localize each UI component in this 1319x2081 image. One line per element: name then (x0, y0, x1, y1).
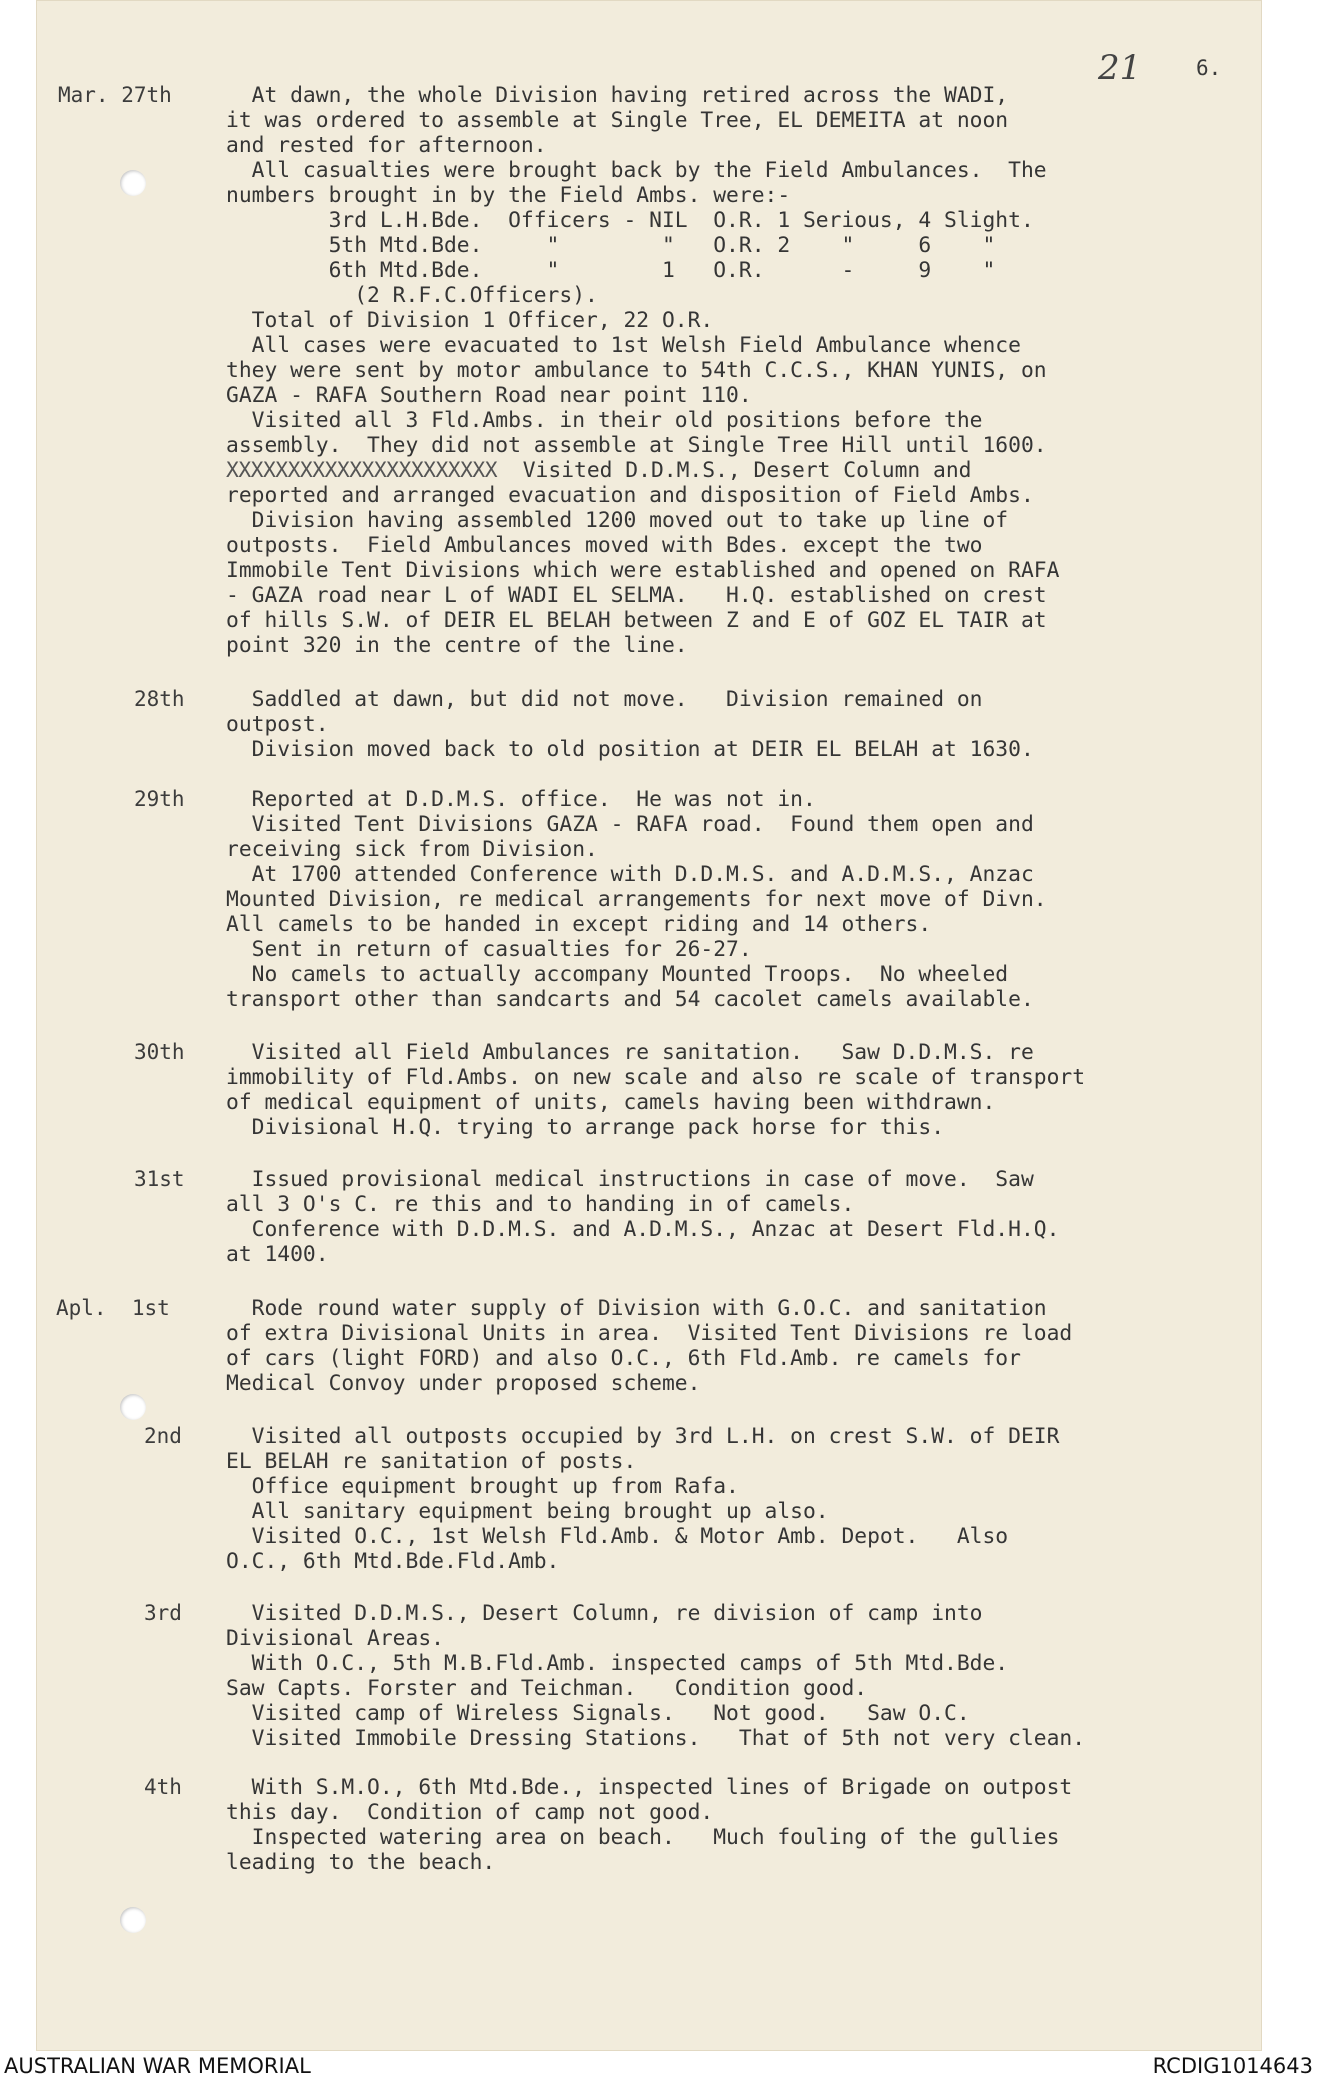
text-line: Inspected watering area on beach. Much fouling of the gullies (226, 1825, 1060, 1850)
archive-name: AUSTRALIAN WAR MEMORIAL (4, 2054, 311, 2078)
text-line: point 320 in the centre of the line. (226, 633, 688, 658)
text-line: assembly. They did not assemble at Single Tree Hill until 1600. (226, 433, 1047, 458)
document-page (36, 0, 1262, 2051)
text-line: All camels to be handed in except riding and 14 others. (226, 912, 932, 937)
text-line: immobility of Fld.Ambs. on new scale and also re scale of transport (226, 1065, 1086, 1090)
text-line: At dawn, the whole Division having retired across the WADI, (226, 83, 1009, 108)
text-line: All casualties were brought back by the Field Ambulances. The (226, 158, 1047, 183)
entry-text (226, 1424, 1286, 1574)
text-line: Visited O.C., 1st Welsh Fld.Amb. & Motor Amb. Depot. Also (226, 1524, 1009, 1549)
text-line: Visited all Field Ambulances re sanitation. Saw D.D.M.S. re (226, 1040, 1034, 1065)
entry-text (226, 687, 1286, 762)
text-line: outpost. (226, 712, 329, 737)
text-line: Reported at D.D.M.S. office. He was not in. (226, 787, 816, 812)
text-line: numbers brought in by the Field Ambs. were:- (226, 183, 791, 208)
text-line: Saddled at dawn, but did not move. Division remained on (226, 687, 983, 712)
text-line: Visited Tent Divisions GAZA - RAFA road. Found them open and (226, 812, 1034, 837)
text-line: at 1400. (226, 1242, 329, 1267)
text-line: Visited all 3 Fld.Ambs. in their old positions before the (226, 408, 983, 433)
text-line: Visited Immobile Dressing Stations. That of 5th not very clean. (226, 1726, 1086, 1751)
text-line: 3rd L.H.Bde. Officers - NIL O.R. 1 Serious, 4 Slight. (226, 208, 1034, 233)
text-line: receiving sick from Division. (226, 837, 598, 862)
text-line: GAZA - RAFA Southern Road near point 110. (226, 383, 752, 408)
text-line: With S.M.O., 6th Mtd.Bde., inspected lines of Brigade on outpost (226, 1775, 1073, 1800)
text-line: O.C., 6th Mtd.Bde.Fld.Amb. (226, 1549, 560, 1574)
text-line: 5th Mtd.Bde. " " O.R. 2 " 6 " (226, 233, 996, 258)
entry-date: 30th (134, 1040, 185, 1064)
struck-out-text: XXXXXXXXXXXXXXXXXXXXXX (226, 458, 498, 483)
text-line: Office equipment brought up from Rafa. (226, 1474, 739, 1499)
folio-handwritten: 21 (1098, 48, 1142, 88)
record-id: RCDIG1014643 (1152, 2054, 1313, 2078)
text-line: At 1700 attended Conference with D.D.M.S. and A.D.M.S., Anzac (226, 862, 1034, 887)
entry-date: Mar. 27th (58, 83, 172, 107)
archive-footer (0, 2051, 1319, 2081)
text-line: of extra Divisional Units in area. Visited Tent Divisions re load (226, 1321, 1073, 1346)
text-line: they were sent by motor ambulance to 54th C.C.S., KHAN YUNIS, on (226, 358, 1047, 383)
text-line: Divisional Areas. (226, 1626, 444, 1651)
text-line: Visited camp of Wireless Signals. Not good. Saw O.C. (226, 1701, 970, 1726)
text-line-remainder: Visited D.D.M.S., Desert Column and (497, 458, 972, 483)
text-line: it was ordered to assemble at Single Tree, EL DEMEITA at noon (226, 108, 1009, 133)
entry-date: 2nd (144, 1424, 182, 1448)
text-line-with-strikeout (226, 458, 1286, 483)
entry-date: Apl. 1st (56, 1296, 170, 1320)
punch-hole (120, 1907, 146, 1933)
entry-text (226, 1775, 1286, 1875)
text-line: All cases were evacuated to 1st Welsh Field Ambulance whence (226, 333, 1021, 358)
entry-text (226, 83, 1286, 658)
text-line: transport other than sandcarts and 54 cacolet camels available. (226, 987, 1034, 1012)
entry-text (226, 787, 1286, 1012)
text-line: Saw Capts. Forster and Teichman. Condition good. (226, 1676, 868, 1701)
text-line: outposts. Field Ambulances moved with Bdes. except the two (226, 533, 983, 558)
text-line: Division having assembled 1200 moved out to take up line of (226, 508, 1009, 533)
text-line: (2 R.F.C.Officers). (226, 283, 598, 308)
text-line: and rested for afternoon. (226, 133, 547, 158)
text-line: All sanitary equipment being brought up also. (226, 1499, 829, 1524)
text-line: No camels to actually accompany Mounted Troops. No wheeled (226, 962, 1009, 987)
text-line: of hills S.W. of DEIR EL BELAH between Z and E of GOZ EL TAIR at (226, 608, 1047, 633)
entry-date: 29th (134, 787, 185, 811)
entry-text (226, 1040, 1286, 1140)
text-line: all 3 O's C. re this and to handing in of camels. (226, 1192, 855, 1217)
text-line: Issued provisional medical instructions in case of move. Saw (226, 1167, 1034, 1192)
entry-date: 3rd (144, 1601, 182, 1625)
text-line: EL BELAH re sanitation of posts. (226, 1449, 637, 1474)
text-line: Divisional H.Q. trying to arrange pack horse for this. (226, 1115, 945, 1140)
entry-date: 4th (144, 1775, 182, 1799)
text-line: Total of Division 1 Officer, 22 O.R. (226, 308, 714, 333)
entry-text (226, 1167, 1286, 1267)
text-line: Sent in return of casualties for 26-27. (226, 937, 752, 962)
text-line: - GAZA road near L of WADI EL SELMA. H.Q. established on crest (226, 583, 1047, 608)
entry-text (226, 1601, 1286, 1751)
text-line: this day. Condition of camp not good. (226, 1800, 714, 1825)
text-line: Mounted Division, re medical arrangements for next move of Divn. (226, 887, 1047, 912)
entry-date: 28th (134, 687, 185, 711)
page-number: 6. (1196, 56, 1222, 80)
text-line: of cars (light FORD) and also O.C., 6th Fld.Amb. re camels for (226, 1346, 1021, 1371)
text-line: leading to the beach. (226, 1850, 496, 1875)
text-line: Rode round water supply of Division with G.O.C. and sanitation (226, 1296, 1047, 1321)
punch-hole (120, 170, 146, 196)
text-line: Visited D.D.M.S., Desert Column, re division of camp into (226, 1601, 983, 1626)
text-line: Division moved back to old position at DEIR EL BELAH at 1630. (226, 737, 1034, 762)
entry-date: 31st (134, 1167, 185, 1191)
text-line: Medical Convoy under proposed scheme. (226, 1371, 701, 1396)
text-line: Immobile Tent Divisions which were established and opened on RAFA (226, 558, 1060, 583)
text-line: Visited all outposts occupied by 3rd L.H. on crest S.W. of DEIR (226, 1424, 1060, 1449)
punch-hole (120, 1394, 146, 1420)
text-line: reported and arranged evacuation and disposition of Field Ambs. (226, 483, 1034, 508)
text-line: With O.C., 5th M.B.Fld.Amb. inspected camps of 5th Mtd.Bde. (226, 1651, 1009, 1676)
text-line: 6th Mtd.Bde. " 1 O.R. - 9 " (226, 258, 996, 283)
entry-text (226, 1296, 1286, 1396)
text-line: of medical equipment of units, camels having been withdrawn. (226, 1090, 996, 1115)
text-line: Conference with D.D.M.S. and A.D.M.S., Anzac at Desert Fld.H.Q. (226, 1217, 1060, 1242)
